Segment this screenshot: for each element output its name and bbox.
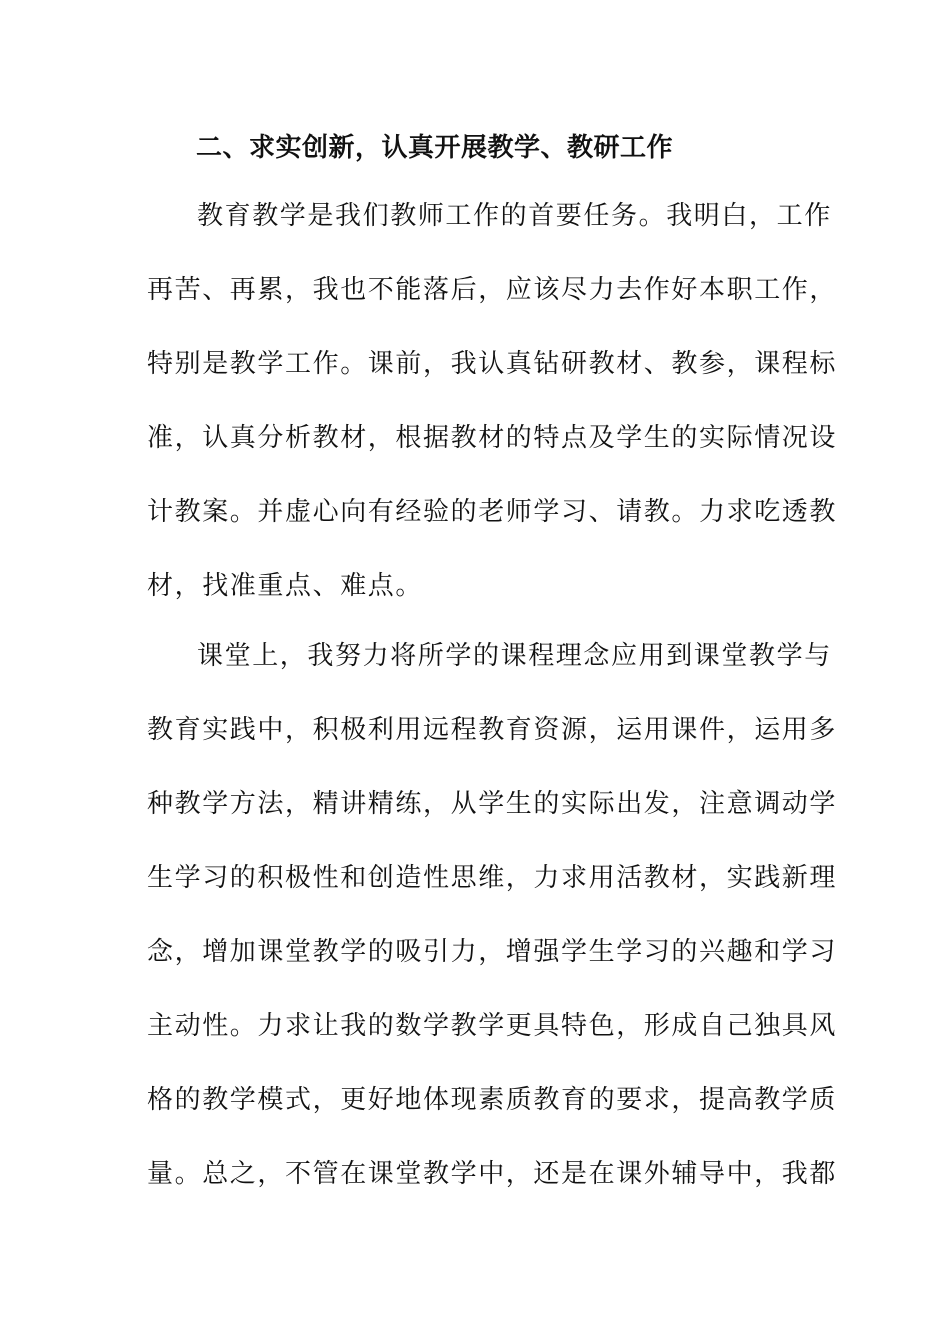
paragraph-line: 量。总之，不管在课堂教学中，还是在课外辅导中，我都 — [147, 1159, 838, 1189]
paragraph-line: 格的教学模式，更好地体现素质教育的要求，提高教学质 — [147, 1085, 838, 1115]
paragraph-line: 种教学方法，精讲精练，从学生的实际出发，注意调动学 — [147, 789, 838, 819]
paragraph-line: 生学习的积极性和创造性思维，力求用活教材，实践新理 — [147, 863, 838, 893]
paragraph-line: 教育教学是我们教师工作的首要任务。我明白，工作 — [197, 201, 832, 231]
paragraph-line: 材，找准重点、难点。 — [147, 571, 424, 601]
paragraph-line: 教育实践中，积极利用远程教育资源，运用课件，运用多 — [147, 715, 838, 745]
paragraph-line: 课堂上，我努力将所学的课程理念应用到课堂教学与 — [197, 641, 832, 671]
paragraph-line: 主动性。力求让我的数学教学更具特色，形成自己独具风 — [147, 1011, 838, 1041]
paragraph-line: 准，认真分析教材，根据教材的特点及学生的实际情况设 — [147, 423, 838, 453]
paragraph-line: 特别是教学工作。课前，我认真钻研教材、教参，课程标 — [147, 349, 838, 379]
paragraph-line: 计教案。并虚心向有经验的老师学习、请教。力求吃透教 — [147, 497, 838, 527]
paragraph-line: 念，增加课堂教学的吸引力，增强学生学习的兴趣和学习 — [147, 937, 838, 967]
section-heading: 二、求实创新，认真开展教学、教研工作 — [196, 133, 674, 163]
paragraph-line: 再苦、再累，我也不能落后，应该尽力去作好本职工作， — [147, 275, 838, 305]
